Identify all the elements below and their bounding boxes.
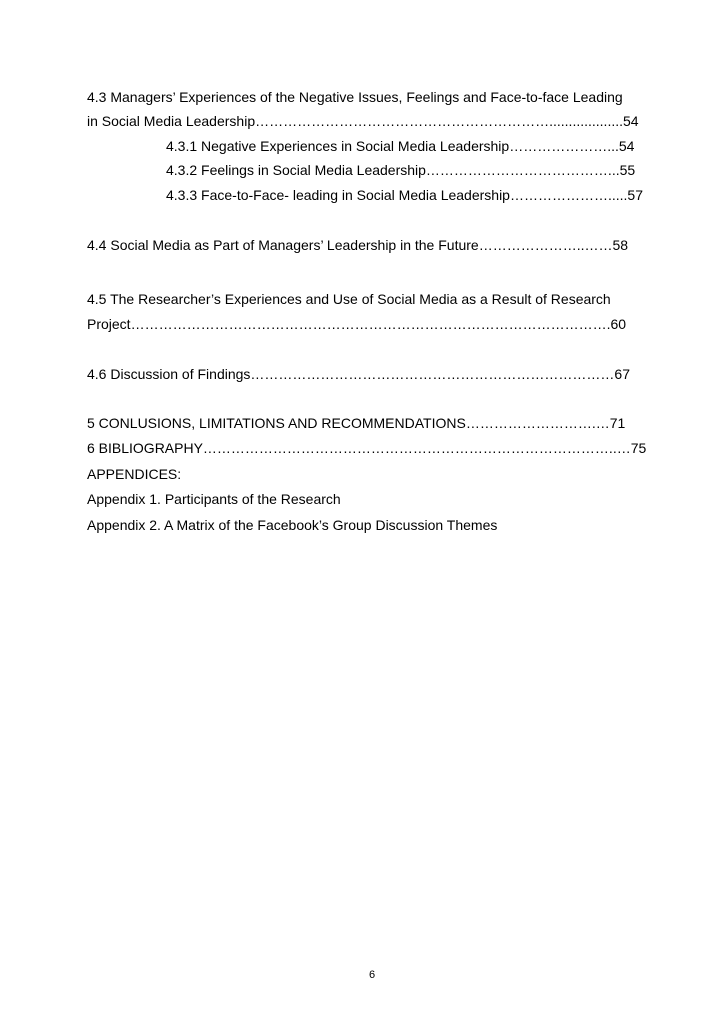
toc-entry-4-5-continued: Project………………………………………………………………………………………….60 [87,316,627,332]
toc-appendices-heading: APPENDICES: [87,466,182,482]
toc-entry-4-3-2: 4.3.2 Feelings in Social Media Leadership…………………………………...55 [166,162,636,178]
toc-entry-4-3-1: 4.3.1 Negative Experiences in Social Media Leadership…………………...54 [166,138,635,154]
toc-entry-4-3-continued: in Social Media Leadership………………………………………………………...................54 [87,113,639,129]
toc-entry-5: 5 CONLUSIONS, LIMITATIONS AND RECOMMENDATIONS……………………….…71 [87,415,626,431]
toc-appendix-1: Appendix 1. Participants of the Research [87,491,341,507]
toc-appendix-2: Appendix 2. A Matrix of the Facebook’s Group Discussion Themes [87,517,498,533]
toc-entry-4-3-title: 4.3 Managers’ Experiences of the Negative Issues, Feelings and Face-to-face Leading [87,89,623,105]
toc-entry-6: 6 BIBLIOGRAPHY……………………………………………………………………………..…75 [87,440,647,456]
page-number: 6 [368,969,376,981]
toc-entry-4-6: 4.6 Discussion of Findings……………………………………………………………………67 [87,366,630,382]
toc-entry-4-4: 4.4 Social Media as Part of Managers’ Leadership in the Future…………………..……58 [87,237,629,253]
toc-entry-4-3-3: 4.3.3 Face-to-Face- leading in Social Media Leadership………………….....57 [166,187,643,203]
toc-entry-4-5-title: 4.5 The Researcher’s Experiences and Use of Social Media as a Result of Research [87,291,611,307]
